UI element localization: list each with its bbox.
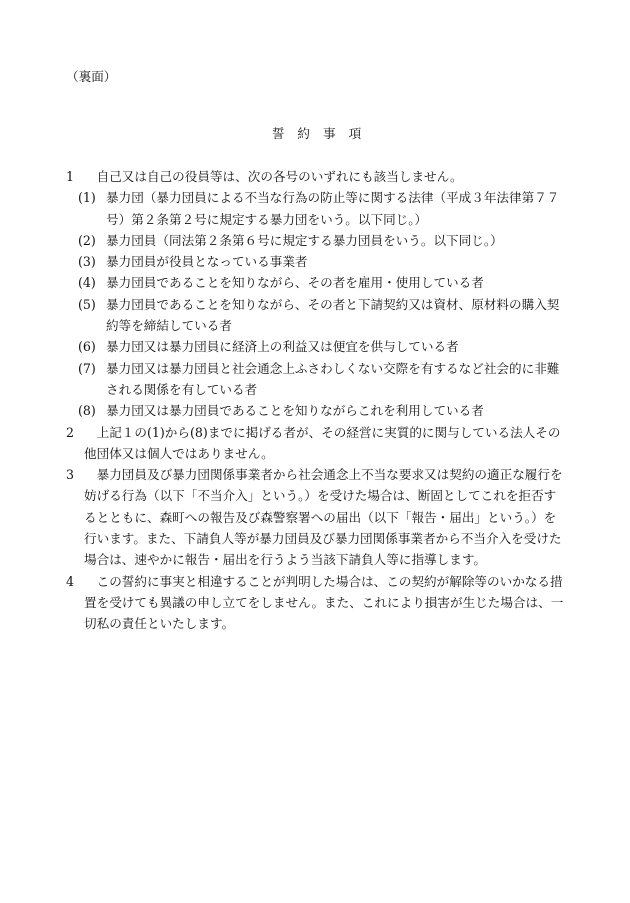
clause-number: 3 bbox=[66, 467, 75, 483]
item-text: 暴力団又は暴力団員に経済上の利益又は便宜を供与している者 bbox=[106, 339, 459, 355]
item-text: 暴力団又は暴力団員であることを知りながらこれを利用している者 bbox=[106, 403, 484, 419]
item-text: 暴力団（暴力団員による不当な行為の防止等に関する法律（平成３年法律第７７号）第２条第２号に規定する暴力団をいう。以下同じ。） bbox=[106, 190, 560, 227]
item-3 bbox=[66, 251, 564, 272]
item-2 bbox=[66, 230, 564, 251]
clause-4 bbox=[66, 571, 564, 635]
item-1 bbox=[66, 187, 564, 230]
clause-text: この誓約に事実と相違することが判明した場合は、この契約が解除等のいかなる措置を受けても異議の申し立てをしません。また、これにより損害が生じた場合は、一切私の責任といたします。 bbox=[84, 573, 564, 632]
item-text: 暴力団又は暴力団員と社会通念上ふさわしくない交際を有するなど社会的に非難される関係を有している者 bbox=[106, 360, 560, 397]
item-number: (8) bbox=[78, 403, 96, 419]
item-number: (1) bbox=[78, 190, 96, 206]
clause-text: 自己又は自己の役員等は、次の各号のいずれにも該当しません。 bbox=[96, 169, 463, 184]
item-6 bbox=[66, 336, 564, 357]
item-number: (4) bbox=[78, 275, 96, 291]
clause-number: 1 bbox=[66, 169, 75, 184]
item-number: (6) bbox=[78, 339, 96, 355]
page-title: 誓約事項 bbox=[271, 126, 375, 141]
item-8 bbox=[66, 400, 564, 421]
clause-number: 2 bbox=[66, 424, 75, 440]
item-number: (5) bbox=[78, 296, 96, 312]
clause-text: 暴力団員及び暴力団関係事業者から社会通念上不当な要求又は契約の適正な履行を妨げる行為（以下「不当介入」という。）を受けた場合は、断固としてこれを拒否するとともに、森町への報告及び森警察署への届出（以下「報告・届出」という。）を行います。また、下請負人等が暴力団員及び暴力団関係事業者から不当介入を受けた場合は、速やかに報告・届出を行うよう当該下請負人等に指導します。 bbox=[84, 467, 563, 568]
pledge-body bbox=[66, 166, 564, 635]
item-text: 暴力団員（同法第２条第６号に規定する暴力団員をいう。以下同じ。） bbox=[106, 232, 503, 248]
item-5 bbox=[66, 294, 564, 337]
clause-2 bbox=[66, 422, 564, 465]
item-text: 暴力団員が役員となっている事業者 bbox=[106, 254, 308, 270]
clause-1 bbox=[66, 166, 564, 187]
item-text: 暴力団員であることを知りながら、その者と下請契約又は資材、原材料の購入契約等を締結している者 bbox=[106, 296, 560, 334]
item-4 bbox=[66, 272, 564, 293]
back-side-label: （裏面） bbox=[66, 69, 117, 84]
clause-text: 上記１の(1)から(8)までに掲げる者が、その経営に実質的に関与している法人その他団体又は個人ではありません。 bbox=[84, 424, 561, 461]
item-number: (2) bbox=[78, 232, 96, 248]
item-text: 暴力団員であることを知りながら、その者を雇用・使用している者 bbox=[106, 275, 484, 291]
item-number: (3) bbox=[78, 254, 96, 270]
clause-number: 4 bbox=[66, 573, 75, 589]
clause-3 bbox=[66, 464, 564, 570]
item-number: (7) bbox=[78, 360, 96, 376]
item-7 bbox=[66, 358, 564, 401]
